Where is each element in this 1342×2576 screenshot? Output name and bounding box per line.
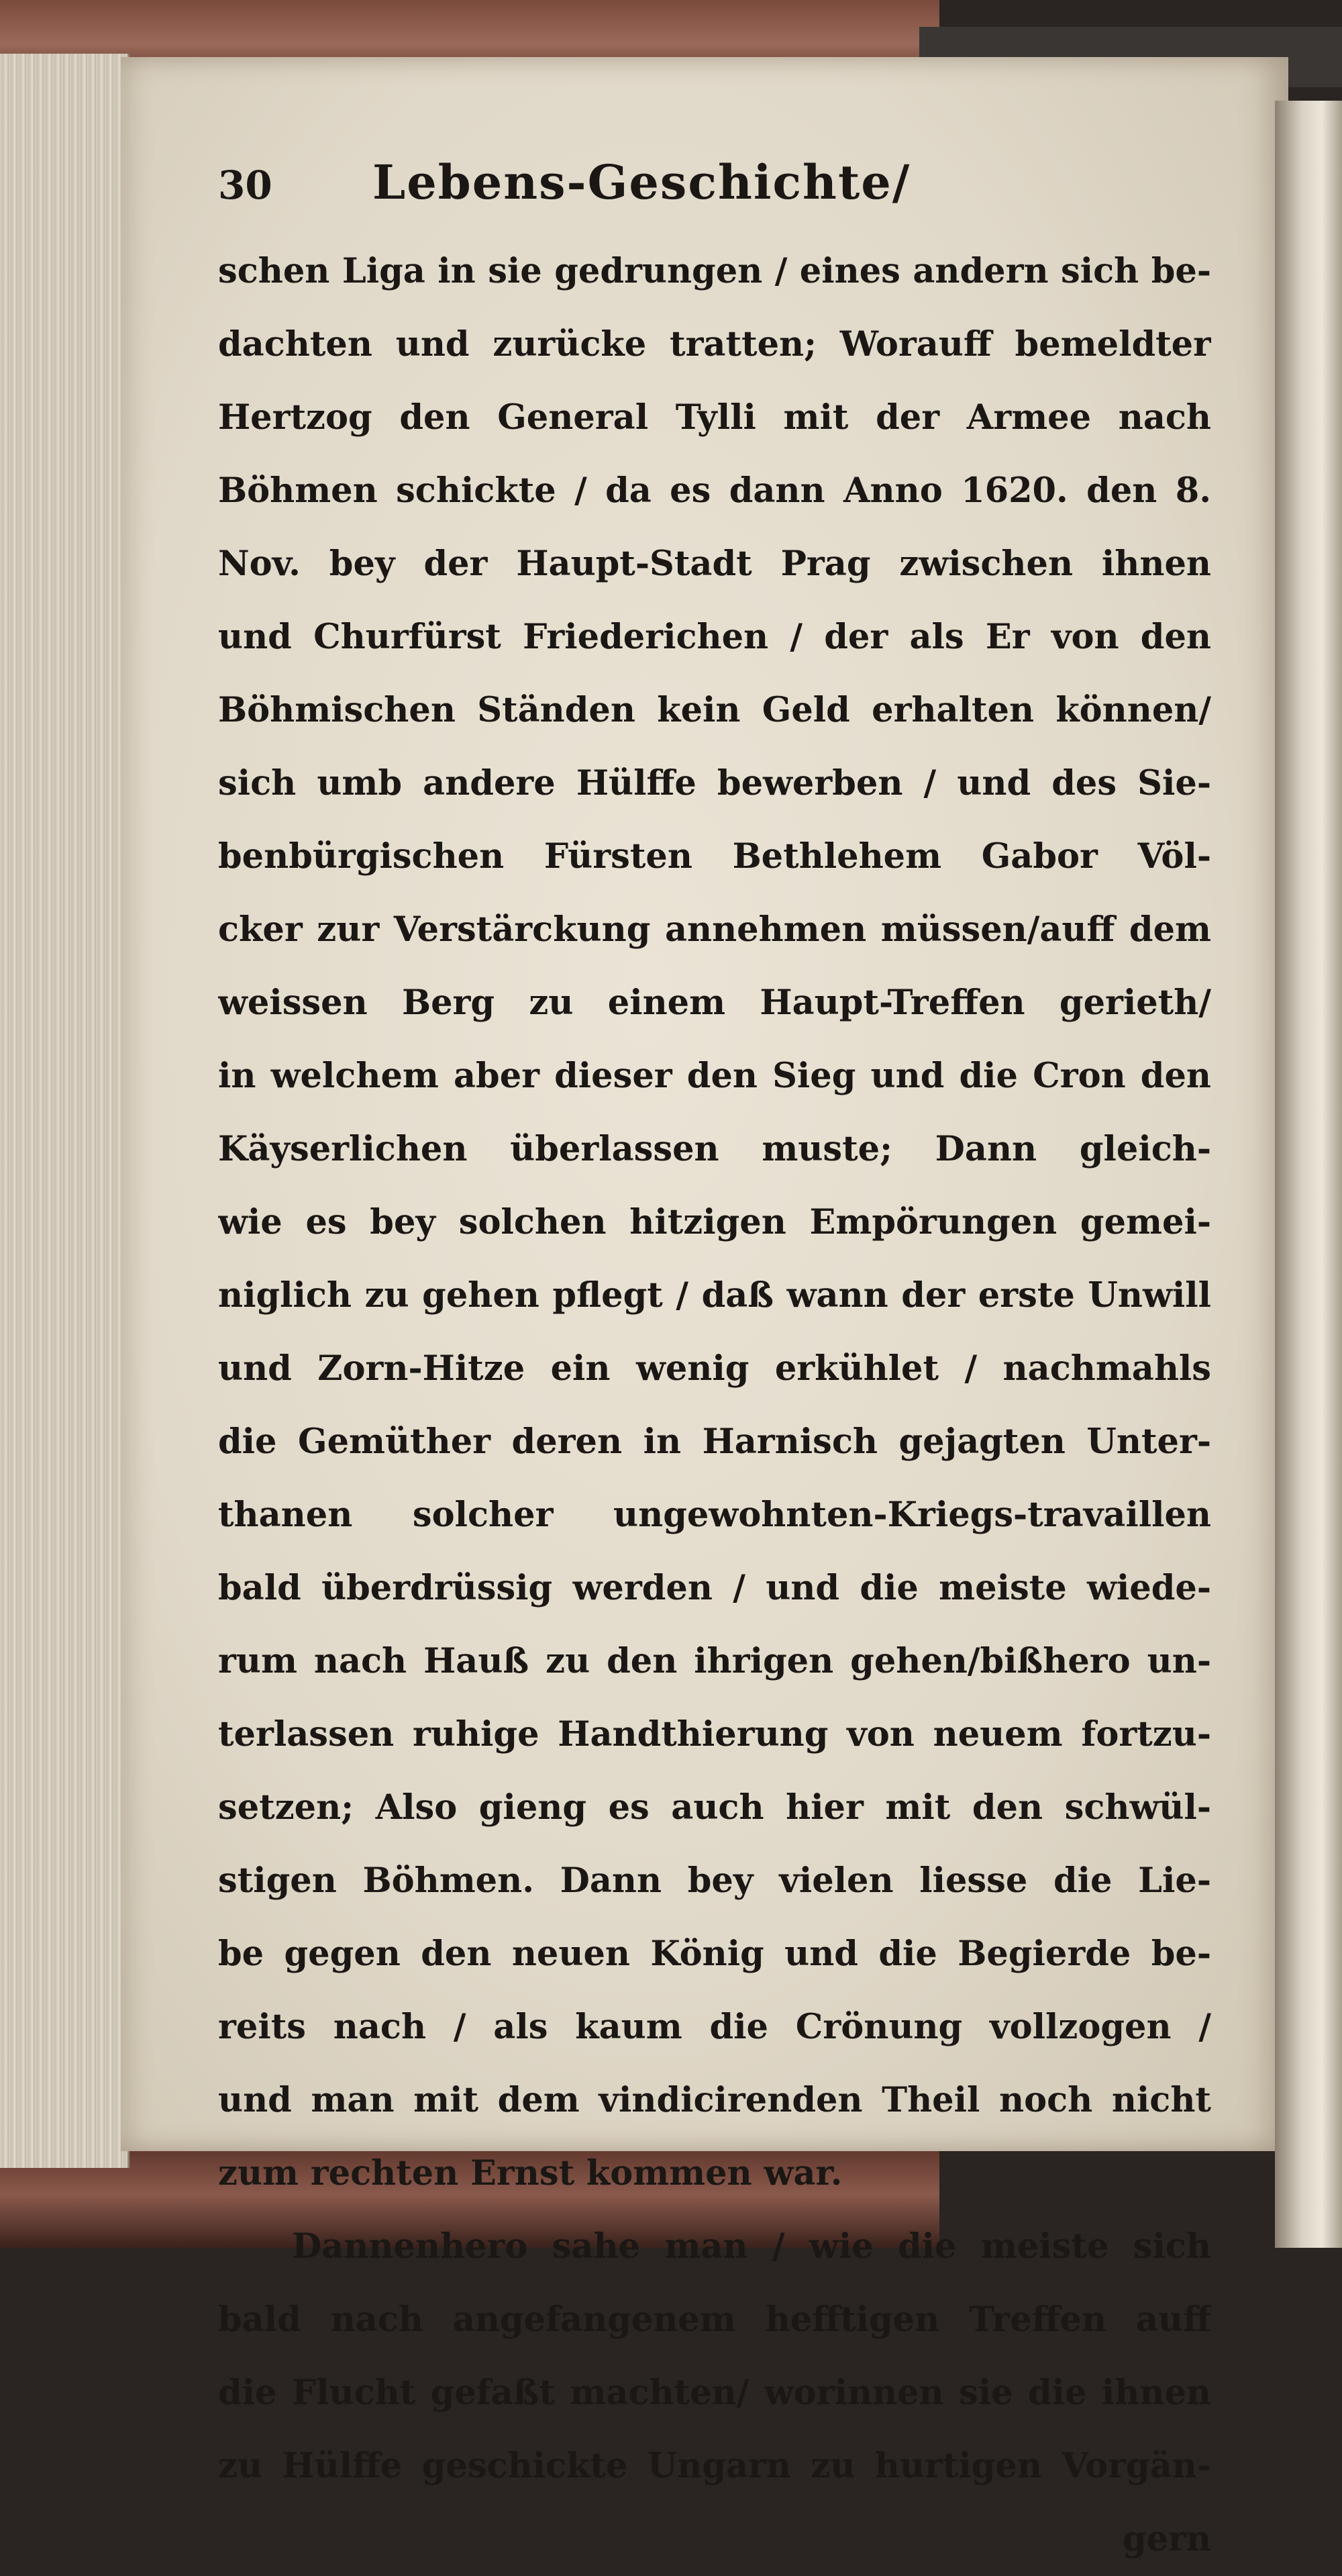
text-line: sich umb andere Hülffe bewerben / und des Sie- [218,763,1211,803]
text-line: bald nach angefangenem hefftigen Treffen auff [218,2299,1211,2340]
text-line: Hertzog den General Tylli mit der Armee nach [218,397,1211,438]
text-line: setzen; Also gieng es auch hier mit den schwül- [218,1787,1211,1828]
paragraph-1 [218,235,1211,2210]
text-line: stigen Böhmen. Dann bey vielen liesse die Lie- [218,1861,1211,1901]
text-line: Nov. bey der Haupt-Stadt Prag zwischen ihnen [218,544,1211,584]
text-line: Käyserlichen überlassen muste; Dann gleich- [218,1129,1211,1169]
text-line: und man mit dem vindicirenden Theil noch nicht [218,2080,1211,2120]
catchword: gern [1122,2519,1211,2559]
text-line: reits nach / als kaum die Crönung vollzogen / [218,2007,1211,2047]
text-line: und Churfürst Friederichen / der als Er von den [218,617,1211,657]
text-line: die Flucht gefaßt machten/ worinnen sie die ihnen [218,2373,1211,2413]
text-line: niglich zu gehen pflegt / daß wann der erste Unwill [218,1275,1211,1316]
text-line: zum rechten Ernst kommen war. [218,2153,843,2193]
running-head: Lebens-Geschichte/ [372,154,911,210]
text-line: cker zur Verstärckung annehmen müssen/auff dem [218,909,1211,950]
text-line: wie es bey solchen hitzigen Empörungen gemei- [218,1202,1211,1242]
page-header [218,154,1211,235]
page-text-block [218,154,1211,2576]
text-line: Dannenhero sahe man / wie die meiste sich [292,2226,1211,2267]
page-number: 30 [218,162,272,208]
text-line: zu Hülffe geschickte Ungarn zu hurtigen Vorgän- [218,2446,1211,2486]
facing-page-gutter [1275,101,1342,2248]
text-line: thanen solcher ungewohnten-Kriegs-travaillen [218,1495,1211,1535]
text-line: terlassen ruhige Handthierung von neuem fortzu- [218,1714,1211,1754]
text-line: rum nach Hauß zu den ihrigen gehen/bißhero un- [218,1641,1211,1681]
text-line: schen Liga in sie gedrungen / eines andern sich be- [218,251,1211,291]
page-edges [0,54,130,2168]
paragraph-2 [218,2210,1211,2503]
text-line: in welchem aber dieser den Sieg und die Cron den [218,1056,1211,1096]
text-line: und Zorn-Hitze ein wenig erkühlet / nachmahls [218,1348,1211,1389]
text-line: dachten und zurücke tratten; Worauff bemeldter [218,324,1211,364]
text-line: benbürgischen Fürsten Bethlehem Gabor Völ- [218,836,1211,877]
text-line: be gegen den neuen König und die Begierde be- [218,1934,1211,1974]
text-line: Böhmen schickte / da es dann Anno 1620. den 8. [218,470,1211,511]
text-line: Böhmischen Ständen kein Geld erhalten können/ [218,690,1211,730]
text-line: bald überdrüssig werden / und die meiste wiede- [218,1568,1211,1608]
text-line: weissen Berg zu einem Haupt-Treffen gerieth/ [218,983,1211,1023]
text-line: die Gemüther deren in Harnisch gejagten Unter- [218,1422,1211,1462]
